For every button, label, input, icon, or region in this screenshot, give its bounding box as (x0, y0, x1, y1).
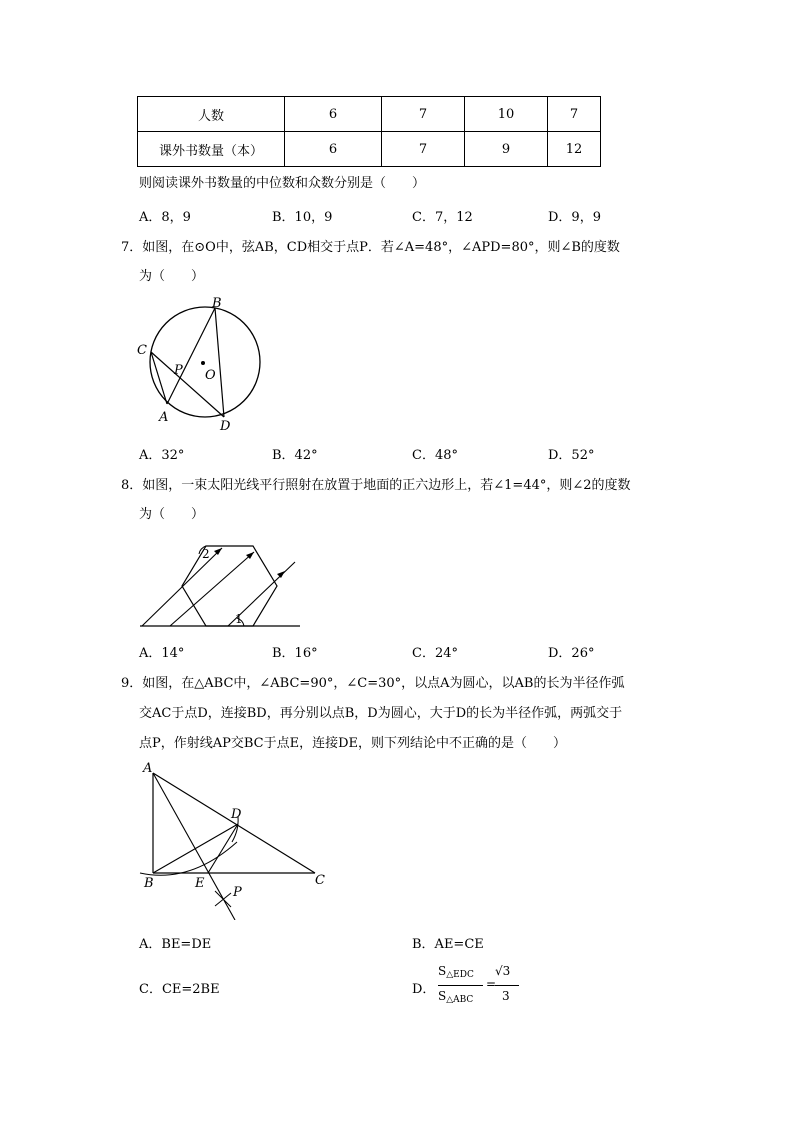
fraction-bar (438, 985, 483, 986)
q7-option-c: C．48° (412, 448, 458, 463)
sqrt-denominator: 3 (502, 989, 510, 1003)
q6-option-b: B．10，9 (272, 210, 333, 225)
table-row (138, 132, 601, 167)
q9-stem-line3: 点P，作射线AP交BC于点E，连接DE，则下列结论中不正确的是（ ） (139, 736, 567, 751)
q9-option-d-prefix: D． (412, 982, 436, 997)
q6-option-a: A．8，9 (139, 210, 191, 225)
light-ray-1 (142, 548, 222, 626)
center-dot (201, 361, 205, 365)
table-row (138, 97, 601, 132)
q7-stem-line2: 为（ ） (139, 269, 205, 284)
q9-stem-line1: 9．如图，在△ABC中，∠ABC=90°，∠C=30°，以点A为圆心，以AB的长为半径作弧 (121, 676, 625, 691)
q8-option-b: B．16° (272, 646, 318, 661)
label-p: P (174, 363, 183, 378)
label-p: P (233, 885, 242, 900)
label-b: B (144, 876, 154, 891)
table-cell: 12 (548, 132, 601, 167)
side-ac (153, 773, 315, 873)
q9-option-b: B．AE=CE (412, 937, 484, 952)
q6-option-c: C．7，12 (412, 210, 473, 225)
q7-option-b: B．42° (272, 448, 318, 463)
q8-stem-line2: 为（ ） (139, 507, 205, 522)
hexagon (182, 546, 277, 626)
chord-ab (167, 308, 215, 404)
angle-1-label: 1 (235, 612, 243, 626)
fraction-denominator (438, 989, 473, 1005)
table-cell: 6 (285, 97, 382, 132)
segment-de (208, 824, 238, 873)
equals-sign: = (486, 977, 497, 991)
q7-option-d: D．52° (548, 448, 595, 463)
fraction-bar (495, 985, 519, 986)
q9-option-c: C．CE=2BE (139, 982, 220, 997)
denominator-s: S (438, 989, 447, 1003)
label-e: E (195, 876, 205, 891)
table-cell: 10 (465, 97, 548, 132)
q9-option-a: A．BE=DE (139, 937, 212, 952)
q7-option-a: A．32° (139, 448, 185, 463)
label-c: C (137, 343, 147, 358)
chord-bd (215, 308, 224, 417)
numerator-s: S (438, 964, 447, 978)
table-cell: 9 (465, 132, 548, 167)
label-o: O (205, 368, 216, 383)
q8-option-a: A．14° (139, 646, 185, 661)
numerator-sub: △EDC (446, 970, 474, 980)
table-cell: 7 (548, 97, 601, 132)
arrow-head (277, 571, 285, 578)
denominator-sub: △ABC (446, 995, 474, 1005)
construction-arc (140, 842, 237, 875)
q9-triangle-figure (135, 760, 335, 920)
table-cell: 7 (382, 132, 465, 167)
label-b: B (212, 296, 222, 311)
table-cell: 7 (382, 97, 465, 132)
q6-stem: 则阅读课外书数量的中位数和众数分别是（ ） (139, 176, 426, 191)
label-c: C (315, 873, 325, 888)
q7-stem-line1: 7．如图，在⊙O中，弦AB，CD相交于点P．若∠A=48°，∠APD=80°，则∠B的度数 (121, 240, 620, 255)
q8-option-d: D．26° (548, 646, 595, 661)
q8-stem-line1: 8．如图，一束太阳光线平行照射在放置于地面的正六边形上，若∠1=44°，则∠2的度数 (121, 478, 631, 493)
data-table (137, 96, 601, 167)
fraction-numerator (438, 964, 474, 980)
ray-ap (153, 773, 235, 920)
angle-2-label: 2 (202, 547, 210, 561)
q8-option-c: C．24° (412, 646, 458, 661)
table-cell: 课外书数量（本） (138, 132, 285, 167)
label-a: A (143, 761, 153, 776)
q7-circle-figure (130, 292, 270, 432)
sqrt-numerator: √3 (495, 964, 511, 978)
table-cell: 6 (285, 132, 382, 167)
q8-hexagon-figure (140, 538, 305, 633)
q9-option-d-fraction (438, 964, 524, 1012)
label-a: A (159, 410, 169, 425)
table-cell: 人数 (138, 97, 285, 132)
q9-stem-line2: 交AC于点D，连接BD，再分别以点B，D为圆心，大于D的长为半径作弧，两弧交于 (139, 706, 623, 721)
label-d: D (220, 419, 231, 432)
q6-option-d: D．9，9 (548, 210, 601, 225)
label-d: D (231, 807, 242, 822)
